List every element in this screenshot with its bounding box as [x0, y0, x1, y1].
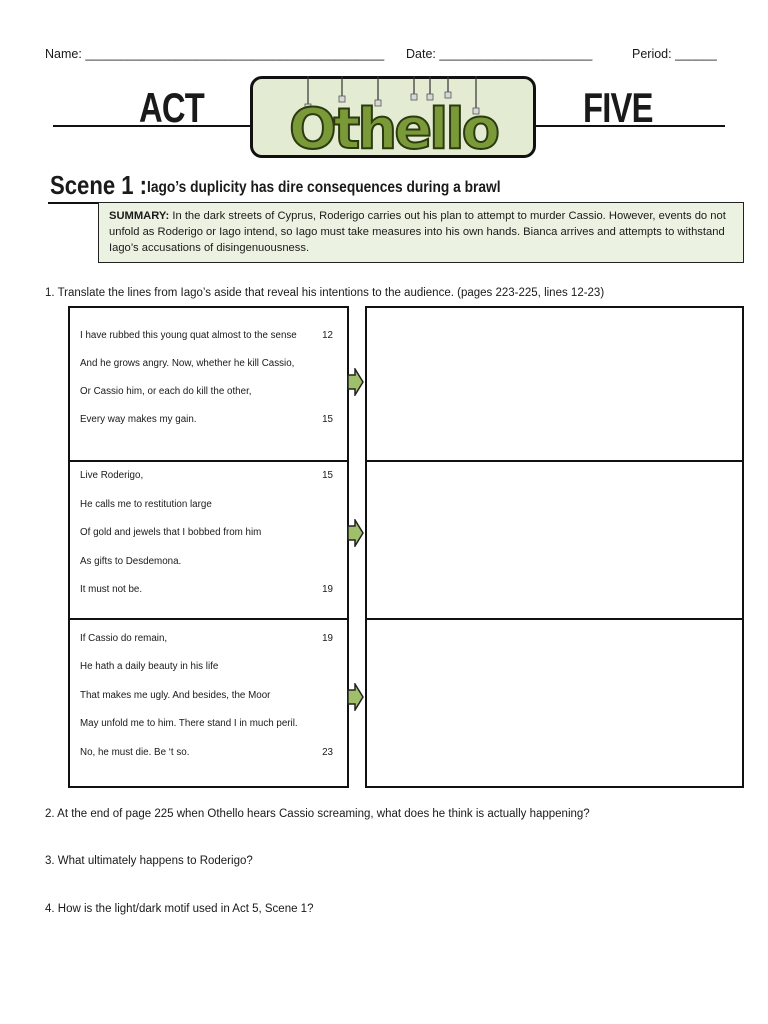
date-label: Date: [406, 47, 436, 61]
passage-box-3 [68, 618, 349, 788]
passage-line: He hath a daily beauty in his life [80, 661, 219, 672]
name-field[interactable] [45, 47, 384, 61]
passage-line: Or Cassio him, or each do kill the other, [80, 386, 252, 397]
name-label: Name: [45, 47, 82, 61]
arrow-right-icon [347, 519, 365, 547]
scene-number: Scene 1 : [50, 170, 148, 200]
question-4: 4. How is the light/dark motif used in Act 5, Scene 1? [45, 903, 314, 915]
passage-line: He calls me to restitution large [80, 499, 212, 510]
passage-line: May unfold me to him. There stand I in much peril. [80, 718, 298, 729]
scene-rule [48, 202, 100, 204]
passage-line: And he grows angry. Now, whether he kill Cassio, [80, 358, 295, 369]
logo-text: Othello [288, 97, 498, 162]
answer-box-1[interactable] [365, 306, 744, 462]
summary-text: In the dark streets of Cyprus, Roderigo carries out his plan to attempt to murder Cassio. However, events do not unfold as Roderigo or Iago intend, so Iago must take measures into his own hands. Bianca arrives and attempts to withstand Iago’s accusations of disingenuousness. [109, 210, 726, 254]
period-blank[interactable]: ______ [675, 47, 717, 61]
date-field[interactable] [406, 47, 592, 61]
passage-line: I have rubbed this young quat almost to the sense 12 [80, 330, 333, 341]
answer-box-2[interactable] [365, 460, 744, 620]
scene-title: Iago’s duplicity has dire consequences during a brawl [147, 179, 501, 196]
summary-box [98, 202, 744, 263]
othello-logo [250, 66, 536, 162]
act-number-word: FIVE [583, 84, 653, 131]
passage-line: That makes me ugly. And besides, the Moor [80, 690, 271, 701]
summary-label: SUMMARY: [109, 210, 170, 222]
name-blank[interactable]: ___________________________________________ [85, 47, 385, 61]
passage-line: Live Roderigo, 15 [80, 470, 333, 481]
passage-line: No, he must die. Be ‘t so. 23 [80, 747, 333, 758]
passage-box-2 [68, 460, 349, 620]
passage-line: As gifts to Desdemona. [80, 556, 182, 567]
arrow-right-icon [347, 683, 365, 711]
question-2: 2. At the end of page 225 when Othello hears Cassio screaming, what does he think is actually happening? [45, 808, 590, 820]
passage-line: Every way makes my gain. 15 [80, 414, 333, 425]
period-label: Period: [632, 47, 672, 61]
question-1: 1. Translate the lines from Iago’s aside that reveal his intentions to the audience. (pages 223-225, lines 12-23) [45, 287, 605, 299]
passage-line: It must not be. 19 [80, 584, 333, 595]
passage-line: If Cassio do remain, 19 [80, 633, 333, 644]
answer-box-3[interactable] [365, 618, 744, 788]
question-3: 3. What ultimately happens to Roderigo? [45, 855, 253, 867]
passage-box-1 [68, 306, 349, 462]
period-field[interactable] [632, 47, 717, 61]
date-blank[interactable]: ______________________ [439, 47, 593, 61]
act-word: ACT [139, 84, 204, 131]
passage-line: Of gold and jewels that I bobbed from him [80, 527, 262, 538]
arrow-right-icon [347, 368, 365, 396]
